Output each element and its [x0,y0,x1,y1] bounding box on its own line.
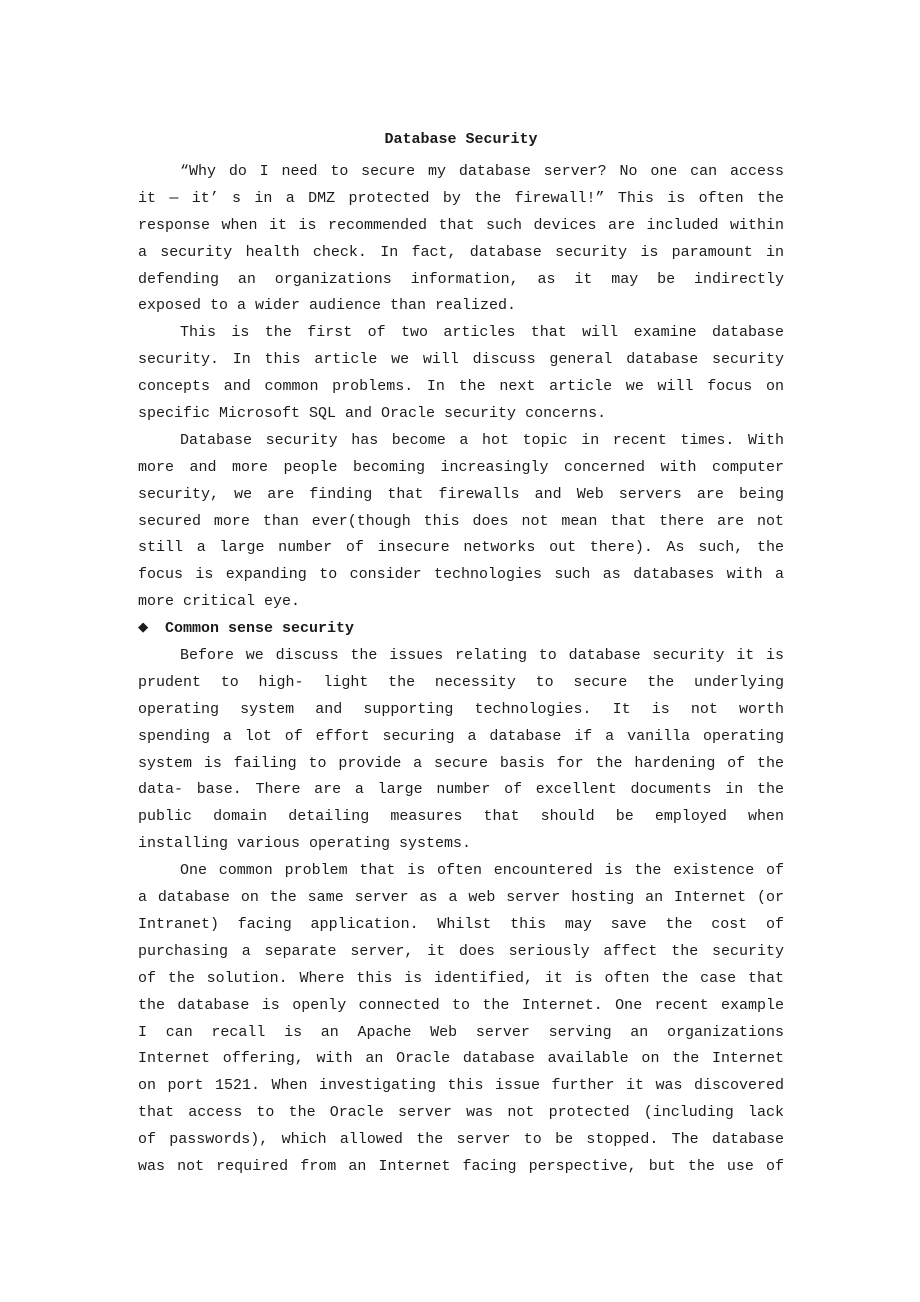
text-line: Before we discuss the issues relating to database security it is [180,647,784,665]
text-line: exposed to a wider audience than realized. [138,297,517,315]
text-line: system is failing to provide a secure basis for the hardening of the [138,754,784,772]
text-line: One common problem that is often encountered is the existence of [180,862,784,880]
text-line: Intranet) facing application. Whilst this may save the cost of [138,915,784,933]
text-line: the database is openly connected to the Internet. One recent example [138,996,784,1014]
text-line: security. In this article we will discuss general database security [138,351,784,369]
document-title: Database Security [384,131,538,148]
document-content [138,126,784,1181]
section-heading-label: Common sense security [165,620,355,638]
text-line: more critical eye. [138,593,301,611]
text-line: security, we are finding that firewalls and Web servers are being [138,485,784,503]
document-body [138,159,784,1181]
text-line: a database on the same server as a web server hosting an Internet (or [138,889,784,907]
text-line: on port 1521. When investigating this issue further it was discovered [138,1077,784,1095]
text-line: specific Microsoft SQL and Oracle security concerns. [138,405,607,423]
text-line: of the solution. Where this is identified, it is often the case that [138,969,784,987]
text-line: public domain detailing measures that should be employed when [138,808,784,826]
text-line: “Why do I need to secure my database server? No one can access [180,163,784,180]
text-line: concepts and common problems. In the next article we will focus on [138,378,784,396]
text-line: it — it’ s in a DMZ protected by the firewall!” This is often the [138,189,784,207]
section-heading [138,616,784,643]
text-line: spending a lot of effort securing a database if a vanilla operating [138,727,784,745]
paragraph [138,428,784,616]
diamond-bullet-icon: ◆ [138,619,149,639]
text-line: operating system and supporting technologies. It is not worth [138,700,784,718]
text-line: defending an organizations information, as it may be indirectly [138,270,784,288]
text-line: that access to the Oracle server was not protected (including lack [138,1104,784,1122]
text-line: Database security has become a hot topic in recent times. With [180,431,784,449]
paragraph [138,320,784,428]
text-line: data- base. There are a large number of excellent documents in the [138,781,784,799]
text-line: more and more people becoming increasingly concerned with computer [138,458,784,476]
text-line: purchasing a separate server, it does seriously affect the security [138,942,784,960]
text-line: secured more than ever(though this does not mean that there are not [138,512,784,530]
text-line: prudent to high- light the necessity to secure the underlying [138,673,784,691]
text-line: Internet offering, with an Oracle database available on the Internet [138,1050,784,1068]
paragraph [138,159,784,320]
text-line: a security health check. In fact, database security is paramount in [138,243,784,261]
paragraph [138,858,784,1181]
text-line: was not required from an Internet facing perspective, but the use of [138,1157,784,1175]
text-line: focus is expanding to consider technologies such as databases with a [138,566,784,584]
text-line: of passwords), which allowed the server to be stopped. The database [138,1131,784,1149]
text-line: I can recall is an Apache Web server serving an organizations [138,1023,784,1041]
paragraph [138,643,784,858]
text-line: This is the first of two articles that will examine database [180,324,784,342]
text-line: response when it is recommended that such devices are included within [138,216,784,234]
text-line: still a large number of insecure networks out there). As such, the [138,539,784,557]
text-line: installing various operating systems. [138,835,472,853]
